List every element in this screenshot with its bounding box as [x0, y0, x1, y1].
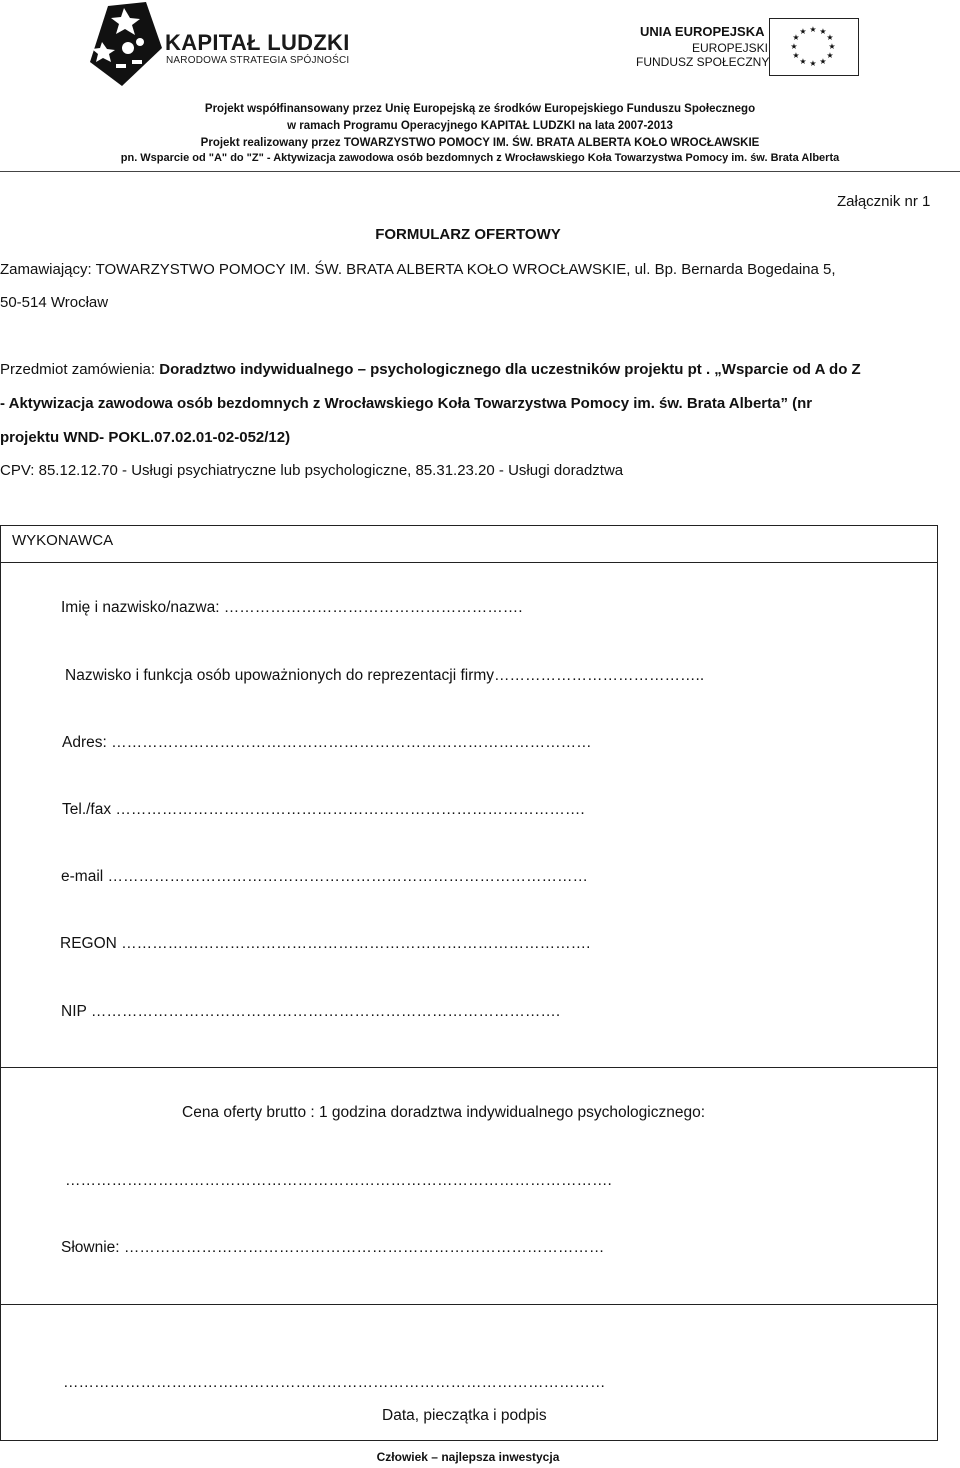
header-line-1: Projekt współfinansowany przez Unię Europejską ze środków Europejskiego Funduszu Społecznego [204, 103, 756, 115]
price-box [0, 1067, 938, 1305]
subject-label: Przedmiot zamówienia: [0, 361, 160, 378]
price-amount-field[interactable]: ……………………………………………………………………………………………. [65, 1172, 612, 1189]
svg-text:★: ★ [826, 33, 834, 42]
kapital-ludzki-emblem-icon [88, 2, 168, 86]
contractor-section-title: WYKONAWCA [12, 532, 114, 549]
kapital-ludzki-title: KAPITAŁ LUDZKI [165, 30, 350, 55]
subject-line-3: projektu WND- POKL.07.02.01-02-052/12) [0, 429, 291, 446]
kapital-ludzki-subtitle: NARODOWA STRATEGIA SPÓJNOŚCI [166, 55, 350, 66]
eu-fund-label-2: FUNDUSZ SPOŁECZNY [636, 55, 770, 69]
price-in-words-field[interactable]: Słownie: ………………………………………………………………………………… [61, 1239, 605, 1256]
cpv-codes: CPV: 85.12.12.70 - Usługi psychiatryczne lub psychologiczne, 85.31.23.20 - Usługi doradztwa [0, 462, 624, 479]
eu-fund-label-1: EUROPEJSKI [692, 41, 769, 55]
email-field[interactable]: e-mail ………………………………………………………………………………… [61, 868, 589, 885]
subject-line-1 [0, 361, 861, 378]
svg-text:★: ★ [826, 51, 834, 60]
phone-fax-field[interactable]: Tel./fax ………………………………………………………………………………. [62, 801, 585, 818]
signature-label: Data, pieczątka i podpis [382, 1407, 547, 1424]
attachment-number: Załącznik nr 1 [837, 193, 931, 210]
ordering-party-line-2: 50-514 Wrocław [0, 294, 109, 311]
subject-line-2: - Aktywizacja zawodowa osób bezdomnych z Wrocławskiego Koła Towarzystwa Pomocy im. św. Brata Alberta” (nr [0, 395, 813, 412]
page-title: FORMULARZ OFERTOWY [375, 226, 561, 243]
contractor-header-box [0, 525, 938, 563]
name-field[interactable]: Imię i nazwisko/nazwa: …………………………………………………. [61, 599, 523, 616]
svg-text:★: ★ [790, 42, 798, 51]
svg-text:★: ★ [792, 33, 800, 42]
svg-text:★: ★ [792, 51, 800, 60]
subject-text-1: Doradztwo indywidualnego – psychologicznego dla uczestników projektu pt . „Wsparcie od A do Z [159, 361, 861, 378]
svg-text:★: ★ [799, 57, 807, 66]
eu-flag-icon [769, 18, 859, 76]
signature-box [0, 1304, 938, 1441]
svg-text:★: ★ [828, 42, 836, 51]
regon-field[interactable]: REGON ………………………………………………………………………………. [60, 935, 591, 952]
header-line-2: w ramach Programu Operacyjnego KAPITAŁ LUDZKI na lata 2007-2013 [287, 120, 673, 132]
ordering-party-line-1: Zamawiający: TOWARZYSTWO POMOCY IM. ŚW. BRATA ALBERTA KOŁO WROCŁAWSKIE, ul. Bp. Bernarda Bogedaina 5, [0, 261, 836, 278]
signature-line[interactable]: …………………………………………………………………………………………… [63, 1374, 606, 1391]
address-field[interactable]: Adres: ………………………………………………………………………………… [62, 734, 592, 751]
svg-text:★: ★ [819, 57, 827, 66]
header-line-3: Projekt realizowany przez TOWARZYSTWO POMOCY IM. ŚW. BRATA ALBERTA KOŁO WROCŁAWSKIE [200, 137, 760, 149]
svg-text:★: ★ [809, 25, 817, 34]
svg-text:★: ★ [799, 27, 807, 36]
price-label: Cena oferty brutto : 1 godzina doradztwa indywidualnego psychologicznego: [182, 1104, 706, 1121]
header-divider [0, 171, 960, 172]
eu-union-label: UNIA EUROPEJSKA [640, 24, 765, 39]
contractor-details-box [0, 562, 938, 1068]
nip-field[interactable]: NIP ………………………………………………………………………………. [61, 1003, 561, 1020]
representatives-field[interactable]: Nazwisko i funkcja osób upoważnionych do reprezentacji firmy………………………………….. [65, 667, 705, 684]
svg-text:★: ★ [809, 59, 817, 68]
header-line-4: pn. Wsparcie od "A" do "Z" - Aktywizacja zawodowa osób bezdomnych z Wrocławskiego Koła Towarzystwa Pomocy im. św. Brata Alberta [120, 152, 840, 164]
svg-text:★: ★ [819, 27, 827, 36]
footer-motto: Człowiek – najlepsza inwestycja [376, 1450, 560, 1464]
